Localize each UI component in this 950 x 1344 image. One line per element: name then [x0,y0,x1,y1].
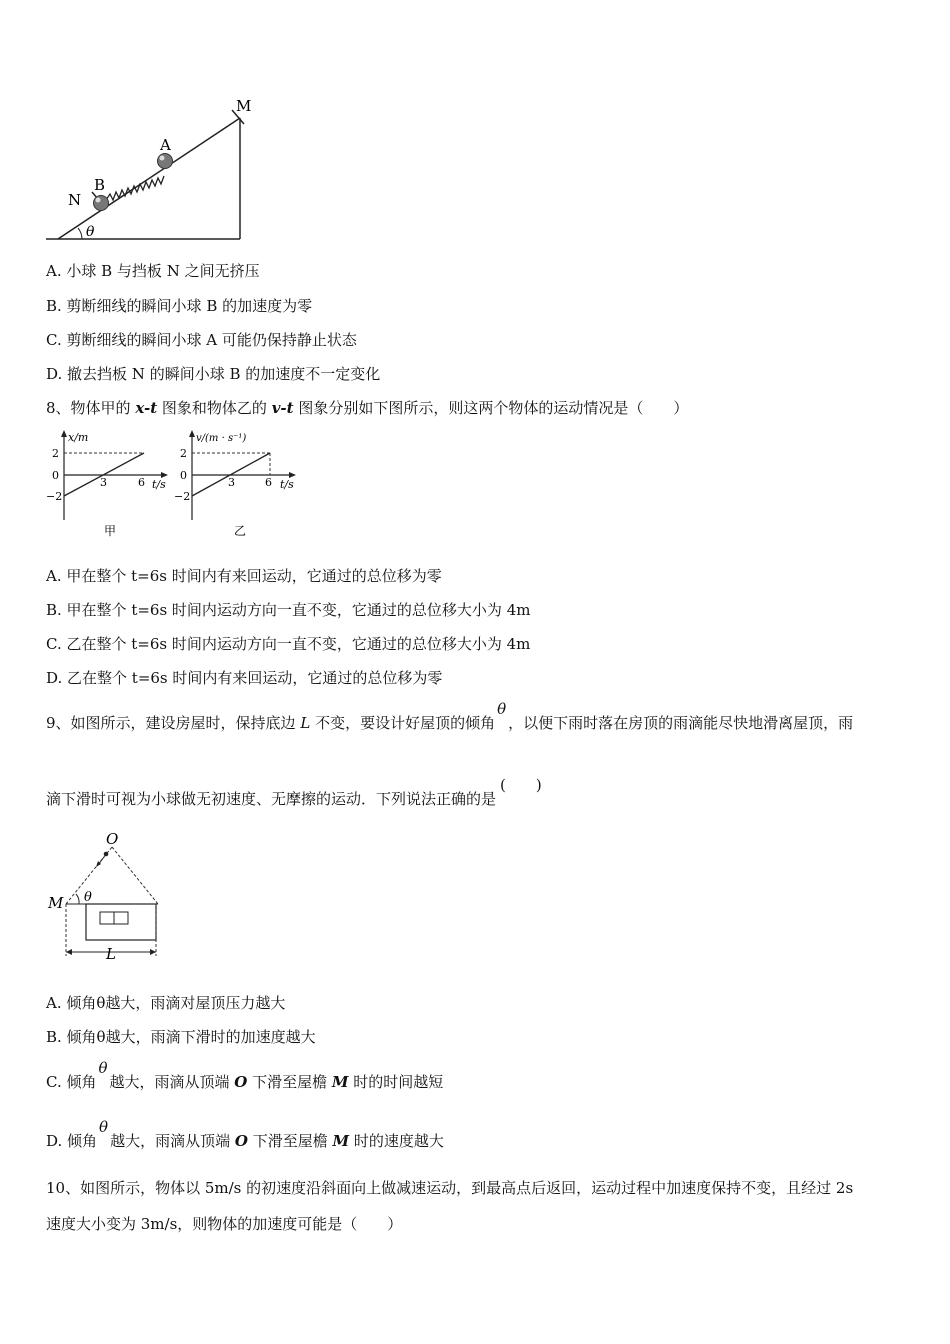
q8-stem [46,397,688,418]
q8-option-c: C. 乙在整个 t=6s 时间内运动方向一直不变，它通过的总位移大小为 4m [46,635,531,653]
jia-ylabel: x/m [68,431,89,444]
label-B: B [94,176,106,194]
q8-stem-pre: 8、物体甲的 [46,399,136,417]
vt-graph-yi [176,428,316,540]
jia-tick-6: 6 [138,476,145,489]
xt-graph-jia [46,428,186,540]
house-label-M: M [48,894,64,912]
q7-option-c: C. 剪断细线的瞬间小球 A 可能仍保持静止状态 [46,331,357,349]
q8-option-a: A. 甲在整个 t=6s 时间内有来回运动，它通过的总位移为零 [46,567,442,585]
yi-caption: 乙 [234,524,247,538]
house-roof-figure [46,828,176,964]
yi-tick-2: 2 [180,447,187,460]
q9-option-b: B. 倾角θ越大，雨滴下滑时的加速度越大 [46,1028,316,1046]
q9-line1-mid: 不变，要设计好屋顶的倾角 [310,714,496,732]
q9-option-c [46,1059,444,1092]
q9-d-post: 越大，雨滴从顶端 [110,1132,235,1150]
q9-line1-pre: 9、如图所示，建设房屋时，保持底边 [46,714,301,732]
yi-tick-3: 3 [228,476,235,489]
q9-option-a: A. 倾角θ越大，雨滴对屋顶压力越大 [46,994,286,1012]
house-label-O: O [106,830,119,848]
q9-d-theta: θ [99,1118,109,1136]
house-label-L: L [106,945,116,963]
label-theta: θ [86,224,95,240]
yi-tick-6: 6 [265,476,272,489]
q8-stem-post: 图象分别如下图所示，则这两个物体的运动情况是（ ） [293,399,689,417]
q9-c-mid: 下滑至屋檐 [247,1073,332,1091]
yi-tick-0: 0 [180,469,187,482]
jia-caption: 甲 [104,524,117,538]
q9-d-end: 时的速度越大 [349,1132,444,1150]
jia-tick-2: 2 [52,447,59,460]
q8-stem-mid: 图象和物体乙的 [157,399,272,417]
q9-L: L [300,714,311,732]
q8-vt: v-t [271,399,294,417]
incline-spring-figure [44,96,254,246]
q8-option-b: B. 甲在整个 t=6s 时间内运动方向一直不变，它通过的总位移大小为 4m [46,601,531,619]
q9-d-O: O [234,1132,248,1150]
yi-xlabel: t/s [280,478,294,491]
q9-option-d [46,1118,444,1151]
q9-stem-line1 [46,700,854,733]
jia-tick-0: 0 [52,469,59,482]
q9-c-end: 时的时间越短 [348,1073,444,1091]
q9-d-M: M [332,1132,350,1150]
label-M: M [236,97,252,115]
q9-stem-line2 [46,776,542,809]
q9-c-pre: C. 倾角 [46,1073,97,1091]
yi-tick-m2: −2 [174,490,191,503]
label-N: N [68,191,82,209]
q7-option-a: A. 小球 B 与挡板 N 之间无挤压 [46,262,260,280]
yi-ylabel: v/(m · s⁻¹) [196,433,247,444]
jia-xlabel: t/s [152,478,166,491]
q9-theta: θ [497,700,507,718]
q9-c-M: M [331,1073,349,1091]
q9-d-pre: D. 倾角 [46,1132,98,1150]
q10-stem-line2: 速度大小变为 3m/s，则物体的加速度可能是（ ） [46,1215,403,1233]
q9-c-theta: θ [98,1059,108,1077]
label-A: A [160,136,171,154]
q8-option-d: D. 乙在整个 t=6s 时间内有来回运动，它通过的总位移为零 [46,669,443,687]
q9-c-post: 越大，雨滴从顶端 [109,1073,235,1091]
q7-option-b: B. 剪断细线的瞬间小球 B 的加速度为零 [46,297,313,315]
jia-tick-m2: −2 [46,490,63,503]
q9-c-O: O [234,1073,248,1091]
q9-d-mid: 下滑至屋檐 [247,1132,333,1150]
q7-option-d: D. 撤去挡板 N 的瞬间小球 B 的加速度不一定变化 [46,365,381,383]
q8-xt: x-t [135,399,158,417]
jia-tick-3: 3 [100,476,107,489]
q9-paren: ( ) [500,776,542,794]
q10-stem-line1: 10、如图所示，物体以 5m/s 的初速度沿斜面向上做减速运动，到最高点后返回，运动过程中加速度保持不变，且经过 2s [46,1179,854,1197]
q9-line2: 滴下滑时可视为小球做无初速度、无摩擦的运动．下列说法正确的是 [46,790,497,808]
q9-line1-post: ，以便下雨时落在房顶的雨滴能尽快地滑离屋顶，雨 [508,714,854,732]
house-label-theta: θ [84,890,92,905]
